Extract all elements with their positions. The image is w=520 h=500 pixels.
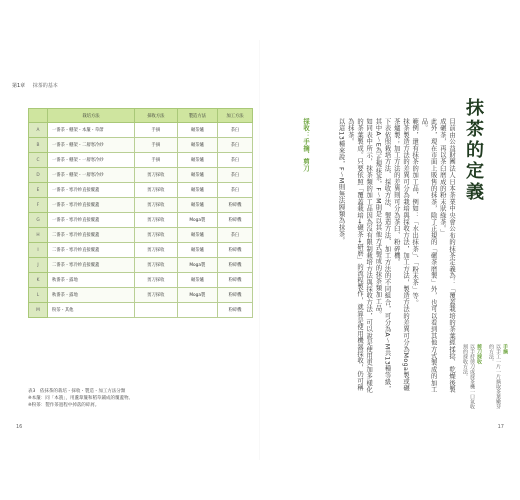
table-cell: 碾茶爐 bbox=[177, 243, 217, 258]
table-cell: 剪刀採收 bbox=[135, 183, 178, 198]
row-id-cell: J bbox=[29, 258, 48, 273]
table-cell: 剪刀採收 bbox=[135, 258, 178, 273]
row-id-cell: C bbox=[29, 153, 48, 168]
body-paragraph: 如同表中所示，抹茶類的加工品因為沒有限制栽培方法與採收方法，可以說是使用更加多樣化的茶葉製成。只要依照「覆蓋栽培→碾茶→研磨」的流程製作，就算是使用機器採收，仍可稱為抹茶。 bbox=[346, 118, 373, 393]
row-id-cell: G bbox=[29, 213, 48, 228]
table-row bbox=[29, 258, 253, 273]
table-cell: 茶臼 bbox=[218, 228, 253, 243]
table-cell: 秋番茶・露地 bbox=[48, 288, 135, 303]
table-cell: 二番茶・寒冷紗直接覆蓋 bbox=[48, 228, 135, 243]
table-row bbox=[29, 228, 253, 243]
table-row bbox=[29, 153, 253, 168]
side-note bbox=[486, 344, 508, 410]
table-row bbox=[29, 183, 253, 198]
body-text bbox=[306, 118, 456, 394]
table-cell: Moga製 bbox=[177, 258, 217, 273]
side-note-label: 剪刀採收 bbox=[476, 344, 482, 364]
table-row bbox=[29, 198, 253, 213]
row-id-cell: D bbox=[29, 168, 48, 183]
body-paragraph: 抹茶製造方法的差異可分為栽培與採收方法，加工方法，製造方法的差異可分為Moga製或碾茶爐製；加工方法的差異則可分為茶臼、粉碎機。 bbox=[392, 118, 409, 392]
table-cell: 剪刀採收 bbox=[135, 288, 178, 303]
caption-title: 表3 依抹茶的栽培・採收・製造・加工方法分類 bbox=[28, 389, 126, 394]
table-cell: 粉茶・其他 bbox=[48, 303, 135, 318]
table-row bbox=[29, 288, 253, 303]
table-cell: 手摘 bbox=[135, 123, 178, 138]
table-cell: Moga製 bbox=[177, 213, 217, 228]
table-cell: 粉碎機 bbox=[218, 273, 253, 288]
row-id-cell: I bbox=[29, 243, 48, 258]
table-cell: 剪刀採收 bbox=[135, 273, 178, 288]
table-cell: 剪刀採收 bbox=[135, 168, 178, 183]
table-cell: 碾茶爐 bbox=[177, 138, 217, 153]
row-id-cell: K bbox=[29, 273, 48, 288]
table-cell: 剪刀採收 bbox=[135, 228, 178, 243]
table-cell bbox=[135, 303, 178, 318]
caption-note: ※本簾：同「本簀」，用蘆葦簾和稻草鋪成的覆蓋物。 bbox=[28, 396, 134, 401]
table-cell: 茶臼 bbox=[218, 138, 253, 153]
header-cell: 栽培方法 bbox=[48, 109, 135, 123]
table-header-row bbox=[29, 109, 253, 123]
table-cell bbox=[177, 303, 217, 318]
table-cell: 剪刀採收 bbox=[135, 198, 178, 213]
row-id-cell: B bbox=[29, 138, 48, 153]
side-note-text: 以手工一片一片摘取茶葉嫩芽的方法。 bbox=[488, 344, 501, 409]
table-cell: 碾茶爐 bbox=[177, 198, 217, 213]
side-note bbox=[460, 344, 482, 410]
table-cell: 碾茶爐 bbox=[177, 183, 217, 198]
table-cell: 粉碎機 bbox=[218, 303, 253, 318]
table-cell: 茶臼 bbox=[218, 183, 253, 198]
table-cell: 粉碎機 bbox=[218, 288, 253, 303]
table-cell: 秋番茶・露地 bbox=[48, 273, 135, 288]
matcha-classification-table bbox=[28, 108, 253, 318]
table-cell: 粉碎機 bbox=[218, 213, 253, 228]
keyword-callout: 採收：手摘、剪刀 bbox=[302, 118, 309, 172]
table-row bbox=[29, 123, 253, 138]
table-cell: 二番茶・寒冷紗直接覆蓋 bbox=[48, 243, 135, 258]
chapter-title: 抹茶的基本 bbox=[32, 83, 58, 89]
table-cell: 碾茶爐 bbox=[177, 153, 217, 168]
side-note-label: 手摘 bbox=[502, 344, 508, 354]
table-cell: 碾茶爐 bbox=[177, 168, 217, 183]
header-cell bbox=[29, 109, 48, 123]
table-cell: 一番茶・棚架・一層寒冷紗 bbox=[48, 153, 135, 168]
table-caption bbox=[28, 388, 253, 409]
page-number-left: 16 bbox=[16, 424, 23, 430]
row-id-cell: L bbox=[29, 288, 48, 303]
table-row bbox=[29, 273, 253, 288]
body-paragraph: 此外，現在市面上販售的抹茶，除了正規的「碾茶磨製」外，也可以看到其他方式製成的加工品。 bbox=[420, 118, 437, 393]
table-cell: 一番茶・棚架・二層寒冷紗 bbox=[48, 138, 135, 153]
row-id-cell: E bbox=[29, 183, 48, 198]
table-cell: 手摘 bbox=[135, 138, 178, 153]
page-number-right: 17 bbox=[497, 424, 504, 430]
table-cell: 一番茶・寒冷紗直接覆蓋 bbox=[48, 198, 135, 213]
table-row bbox=[29, 138, 253, 153]
row-id-cell: F bbox=[29, 198, 48, 213]
table-cell: 茶臼 bbox=[218, 153, 253, 168]
table-cell: 一番茶・寒冷紗直接覆蓋 bbox=[48, 183, 135, 198]
table-cell: 一番茶・寒冷紗直接覆蓋 bbox=[48, 213, 135, 228]
table-cell: 碾茶爐 bbox=[177, 123, 217, 138]
section-title: 抹茶的定義 bbox=[463, 98, 484, 203]
body-paragraph: 範例，還有抹茶的加工品，例如：「水出抹茶」、「粉末茶」等。 bbox=[411, 118, 419, 306]
table-cell: 茶臼 bbox=[218, 123, 253, 138]
body-paragraph: 以這13種來說，F～M則無法歸類為抹茶。 bbox=[337, 118, 345, 244]
table-cell: 一番茶・棚架・本簾・草蓆 bbox=[48, 123, 135, 138]
caption-note: ※粉茶：製作茶過程中掉落的碎屑。 bbox=[28, 403, 100, 408]
table-cell: 一番茶・棚架・一層寒冷紗 bbox=[48, 168, 135, 183]
row-id-cell: M bbox=[29, 303, 48, 318]
table-cell: 碾茶爐 bbox=[177, 228, 217, 243]
chapter-number: 第1章 bbox=[12, 83, 26, 89]
table-cell: 手摘 bbox=[135, 153, 178, 168]
row-id-cell: A bbox=[29, 123, 48, 138]
running-head bbox=[12, 82, 58, 89]
table-row bbox=[29, 168, 253, 183]
table-cell: 粉碎機 bbox=[218, 258, 253, 273]
right-page bbox=[260, 0, 520, 500]
table-cell: 剪刀採收 bbox=[135, 243, 178, 258]
table-row bbox=[29, 303, 253, 318]
table-cell: 二番茶・寒冷紗直接覆蓋 bbox=[48, 258, 135, 273]
row-id-cell: H bbox=[29, 228, 48, 243]
table-cell: Moga製 bbox=[177, 288, 217, 303]
table-row bbox=[29, 213, 253, 228]
table-cell: 碾茶爐 bbox=[177, 273, 217, 288]
table-cell: 剪刀採收 bbox=[135, 213, 178, 228]
body-paragraph: 目前由公益財團法人日本茶業中央會公布的抹茶定義為：「覆蓋栽培的茶葉經揉捻、乾燥後製成碾茶，再以茶臼磨成的粉末狀綠茶。」 bbox=[438, 118, 455, 393]
header-cell: 採收方法 bbox=[135, 109, 178, 123]
header-cell: 製造方法 bbox=[177, 109, 217, 123]
side-note-text: 以手持剪刀或採茶機一口氣收割的採收方法。 bbox=[462, 344, 475, 409]
table-row bbox=[29, 243, 253, 258]
table-cell: 茶臼 bbox=[218, 168, 253, 183]
table bbox=[28, 108, 253, 318]
table-cell: 粉碎機 bbox=[218, 243, 253, 258]
body-paragraph: 下表依照栽培方法、採收方法、製造方法、加工方法的不同組合，可分為A～M共13種等級，其中A～E為正規抹茶，F～M則是以其他方式製成的抹茶類加工品。 bbox=[374, 118, 391, 392]
table-cell: 粉碎機 bbox=[218, 198, 253, 213]
header-cell: 加工方法 bbox=[218, 109, 253, 123]
